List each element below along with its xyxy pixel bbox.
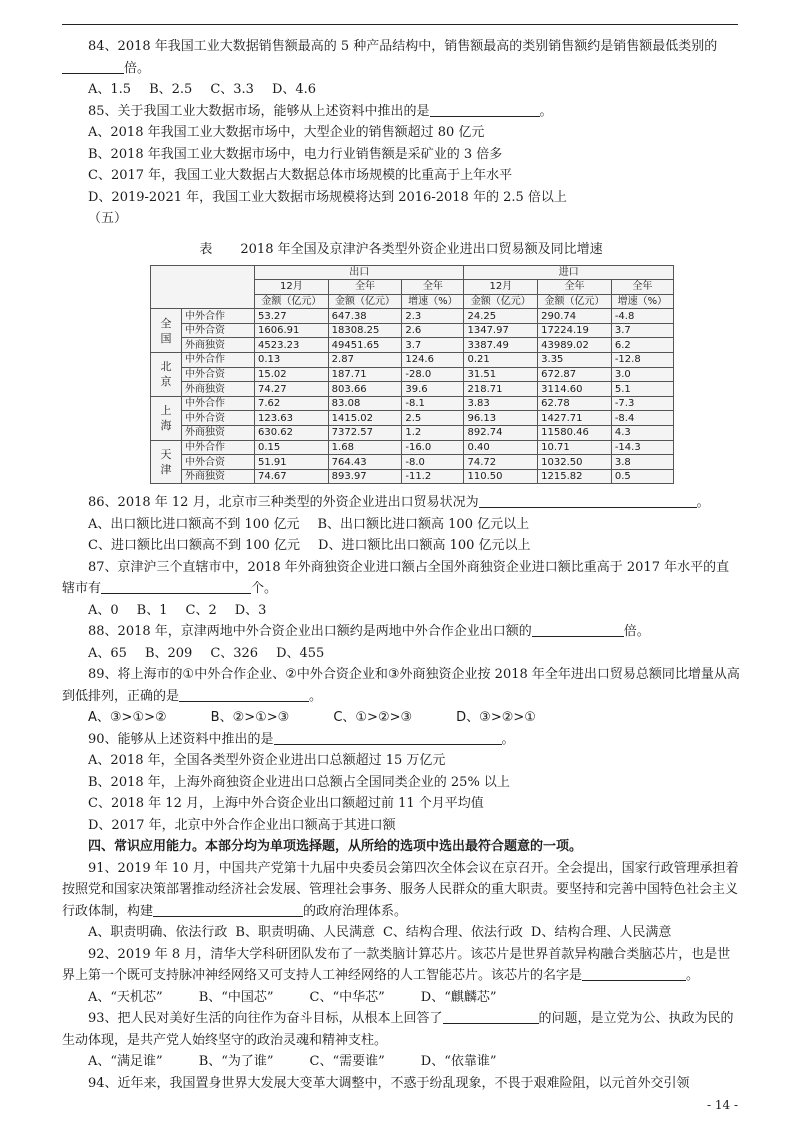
value-cell: 74.67 — [255, 469, 329, 484]
table-row — [151, 323, 674, 338]
value-cell: 3.7 — [402, 338, 464, 353]
answer-blank — [274, 730, 502, 745]
table-row — [151, 353, 674, 368]
option-b: B、2018 年我国工业大数据市场中，电力行业销售额是采矿业的 3 倍多 — [88, 146, 503, 162]
option-c: C、3.3 — [210, 82, 254, 97]
value-cell: 123.63 — [255, 411, 329, 426]
option-c: C、结构合理、依法行政 — [382, 925, 523, 941]
option-a: A、出口额比进口额高不到 100 亿元 — [88, 516, 300, 532]
value-cell: 51.91 — [255, 455, 329, 470]
question-89-options — [62, 707, 740, 729]
region-cell: 全 国 — [151, 309, 182, 353]
value-cell: 96.13 — [464, 411, 538, 426]
value-cell: 11580.46 — [538, 426, 612, 441]
value-cell: -12.8 — [611, 353, 673, 368]
option-d: D、③>②>① — [456, 710, 536, 726]
question-86-options-ab — [62, 514, 740, 536]
value-cell: -11.2 — [402, 469, 464, 484]
option-d: D、结构合理、人民满意 — [530, 925, 672, 941]
type-cell: 外商独资 — [182, 426, 255, 441]
value-cell: 6.2 — [611, 338, 673, 353]
value-cell: -7.3 — [611, 396, 673, 411]
value-cell: 31.51 — [464, 367, 538, 382]
table-row — [151, 455, 674, 470]
option-b: B、2018 年，上海外商独资企业进出口总额占全国同类企业的 25% 以上 — [88, 774, 510, 790]
option-c: C、进口额比出口额高不到 100 亿元 — [88, 538, 301, 554]
option-a: A、2018 年我国工业大数据市场中，大型企业的销售额超过 80 亿元 — [88, 125, 485, 140]
trade-table — [150, 265, 674, 485]
value-cell: -8.1 — [402, 396, 464, 411]
answer-blank — [153, 902, 303, 917]
region-cell: 上 海 — [151, 396, 182, 440]
option-c: C、326 — [210, 645, 259, 661]
value-cell: 2.87 — [328, 353, 402, 368]
value-cell: 49451.65 — [328, 338, 402, 353]
value-cell: 764.43 — [328, 455, 402, 470]
type-cell: 中外合资 — [182, 367, 255, 382]
value-cell: 893.97 — [328, 469, 402, 484]
table-row — [151, 426, 674, 441]
value-cell: -8.4 — [611, 411, 673, 426]
option-a: A、“满足谁” — [88, 1054, 163, 1070]
section-marker-5: （五） — [88, 211, 128, 226]
option-d: D、455 — [276, 645, 325, 661]
value-cell: 1606.91 — [255, 323, 329, 338]
table-row — [151, 396, 674, 411]
value-cell: 53.27 — [255, 309, 329, 324]
option-a: A、“天机芯” — [88, 989, 163, 1005]
option-b: B、出口额比进口额高 100 亿元以上 — [317, 516, 530, 532]
option-c: C、“需要谁” — [309, 1054, 385, 1070]
header-amount: 金额（亿元） — [538, 294, 612, 309]
table-row — [151, 338, 674, 353]
header-growth: 增速（%） — [402, 294, 464, 309]
question-91-options — [62, 922, 740, 944]
type-cell: 中外合资 — [182, 323, 255, 338]
answer-blank — [101, 579, 251, 594]
value-cell: 7.62 — [255, 396, 329, 411]
region-cell: 北 京 — [151, 353, 182, 397]
question-84-options — [62, 79, 740, 101]
option-d: D、“依靠谁” — [420, 1054, 497, 1070]
option-c: C、①>②>③ — [333, 710, 413, 726]
value-cell: 647.38 — [328, 309, 402, 324]
value-cell: 672.87 — [538, 367, 612, 382]
value-cell: 290.74 — [538, 309, 612, 324]
option-b: B、“中国芯” — [198, 989, 274, 1005]
header-year: 全年 — [402, 280, 464, 295]
option-a: A、③>①>② — [88, 710, 167, 726]
type-cell: 外商独资 — [182, 382, 255, 397]
question-84: 84、2018 年我国工业大数据销售额最高的 5 种产品结构中，销售额最高的类别销售额约是销售额最低类别的倍。 — [62, 36, 740, 79]
answer-blank — [479, 493, 697, 508]
value-cell: 892.74 — [464, 426, 538, 441]
question-93: 93、把人民对美好生活的向往作为奋斗目标，从根本上回答了 的问题，是立党为公、执政为民的生动体现，是共产党人始终坚守的政治灵魂和精神支柱。 — [62, 1011, 734, 1048]
question-87-options — [62, 600, 740, 622]
value-cell: 3114.60 — [538, 382, 612, 397]
table-row — [151, 309, 674, 324]
header-export: 出口 — [255, 265, 464, 280]
option-a: A、0 — [88, 602, 119, 618]
header-amount: 金额（亿元） — [464, 294, 538, 309]
answer-blank — [532, 622, 624, 637]
value-cell: 1.2 — [402, 426, 464, 441]
question-89: 89、将上海市的①中外合作企业、②中外合资企业和③外商独资企业按 2018 年全年进出口贸易总额同比增量从高到低排列，正确的是 。 — [62, 667, 740, 704]
option-a: A、65 — [88, 645, 127, 661]
option-b: B、2.5 — [149, 82, 193, 97]
option-c: C、2017 年，我国工业大数据占大数据总体市场规模的比重高于上年水平 — [88, 168, 513, 183]
table-row — [151, 367, 674, 382]
value-cell: 15.02 — [255, 367, 329, 382]
option-a: A、1.5 — [88, 82, 132, 97]
value-cell: 2.6 — [402, 323, 464, 338]
value-cell: 3.0 — [611, 367, 673, 382]
table-row — [151, 411, 674, 426]
value-cell: 0.40 — [464, 440, 538, 455]
question-88-options — [62, 643, 740, 665]
option-d: D、2019-2021 年，我国工业大数据市场规模将达到 2016-2018 年的 2.5 倍以上 — [88, 189, 567, 205]
value-cell: 3.8 — [611, 455, 673, 470]
header-dec: 12月 — [255, 280, 329, 295]
header-import: 进口 — [464, 265, 674, 280]
answer-blank — [179, 687, 309, 702]
type-cell: 中外合作 — [182, 396, 255, 411]
value-cell: 5.1 — [611, 382, 673, 397]
value-cell: 1415.02 — [328, 411, 402, 426]
question-86-options-cd — [62, 535, 740, 557]
header-dec: 12月 — [464, 280, 538, 295]
value-cell: 24.25 — [464, 309, 538, 324]
option-c: C、“中华芯” — [309, 989, 385, 1005]
type-cell: 中外合作 — [182, 309, 255, 324]
header-amount: 金额（亿元） — [328, 294, 402, 309]
value-cell: 3.7 — [611, 323, 673, 338]
value-cell: 1215.82 — [538, 469, 612, 484]
header-growth: 增速（%） — [611, 294, 673, 309]
type-cell: 中外合作 — [182, 353, 255, 368]
question-86: 86、2018 年 12 月，北京市三种类型的外资企业进出口贸易状况为 。 — [88, 495, 710, 511]
value-cell: 17224.19 — [538, 323, 612, 338]
question-87: 87、京津沪三个直辖市中，2018 年外商独资企业进口额占全国外商独资企业进口额比重高于 2017 年水平的直辖市有 个。 — [62, 559, 730, 597]
option-d: D、3 — [234, 602, 267, 618]
question-85: 85、关于我国工业大数据市场，能够从上述资料中推出的是 。 — [88, 103, 553, 119]
value-cell: -14.3 — [611, 440, 673, 455]
answer-blank — [582, 966, 686, 981]
value-cell: 4523.23 — [255, 338, 329, 353]
value-cell: 3387.49 — [464, 338, 538, 353]
table-corner — [151, 265, 255, 309]
value-cell: 7372.57 — [328, 426, 402, 441]
value-cell: 803.66 — [328, 382, 402, 397]
value-cell: 0.21 — [464, 353, 538, 368]
question-90: 90、能够从上述资料中推出的是 。 — [88, 731, 515, 747]
value-cell: 1427.71 — [538, 411, 612, 426]
option-d: D、2017 年，北京中外合作企业出口额高于其进口额 — [88, 817, 396, 833]
option-a: A、2018 年，全国各类型外资企业进出口总额超过 15 万亿元 — [88, 753, 446, 769]
answer-blank — [430, 102, 540, 117]
page-number: - 14 - — [706, 1098, 738, 1112]
value-cell: 2.3 — [402, 309, 464, 324]
value-cell: 1032.50 — [538, 455, 612, 470]
type-cell: 中外合作 — [182, 440, 255, 455]
table-row — [151, 382, 674, 397]
value-cell: 2.5 — [402, 411, 464, 426]
value-cell: 124.6 — [402, 353, 464, 368]
type-cell: 中外合资 — [182, 411, 255, 426]
table-row — [151, 469, 674, 484]
value-cell: 630.62 — [255, 426, 329, 441]
option-d: D、进口额比出口额高 100 亿元以上 — [318, 538, 531, 554]
value-cell: 0.5 — [611, 469, 673, 484]
type-cell: 中外合资 — [182, 455, 255, 470]
header-year: 全年 — [538, 280, 612, 295]
option-b: B、“为了谁” — [198, 1054, 274, 1070]
type-cell: 外商独资 — [182, 338, 255, 353]
answer-blank — [62, 59, 124, 74]
value-cell: 4.3 — [611, 426, 673, 441]
header-year: 全年 — [611, 280, 673, 295]
value-cell: 0.13 — [255, 353, 329, 368]
value-cell: 10.71 — [538, 440, 612, 455]
value-cell: 218.71 — [464, 382, 538, 397]
region-cell: 天 津 — [151, 440, 182, 484]
value-cell: 187.71 — [328, 367, 402, 382]
question-91: 91、2019 年 10 月，中国共产党第十九届中央委员会第四次全体会议在京召开。全会提出，国家行政管理承担着按照党和国家决策部署推动经济社会发展、管理社会事务、服务人民群众的重大职责。要坚持和完善中国特色社会主义行政体制，构建 的政府治理体系。 — [62, 860, 739, 919]
value-cell: 39.6 — [402, 382, 464, 397]
option-b: B、②>①>③ — [210, 710, 290, 726]
option-d: D、“麒麟芯” — [420, 989, 497, 1005]
option-b: B、1 — [136, 602, 168, 618]
option-c: C、2 — [185, 602, 217, 618]
value-cell: 83.08 — [328, 396, 402, 411]
question-93-options — [62, 1051, 740, 1073]
type-cell: 外商独资 — [182, 469, 255, 484]
option-c: C、2018 年 12 月，上海中外合资企业出口额超过前 11 个月平均值 — [88, 796, 484, 812]
table-row — [151, 440, 674, 455]
value-cell: -28.0 — [402, 367, 464, 382]
value-cell: -8.0 — [402, 455, 464, 470]
value-cell: 74.72 — [464, 455, 538, 470]
option-b: B、209 — [144, 645, 193, 661]
value-cell: 110.50 — [464, 469, 538, 484]
section-heading-4: 四、常识应用能力。本部分均为单项选择题，从所给的选项中选出最符合题意的一项。 — [88, 839, 583, 855]
question-92-options — [62, 987, 740, 1009]
value-cell: 0.15 — [255, 440, 329, 455]
page-content — [62, 36, 740, 1094]
question-94: 94、近年来，我国置身世界大发展大变革大调整中，不惑于纷乱现象，不畏于艰难险阻，以元首外交引领 — [88, 1075, 690, 1091]
value-cell: 74.27 — [255, 382, 329, 397]
value-cell: 62.78 — [538, 396, 612, 411]
value-cell: 3.35 — [538, 353, 612, 368]
value-cell: 43989.02 — [538, 338, 612, 353]
value-cell: -16.0 — [402, 440, 464, 455]
question-88: 88、2018 年，京津两地中外合资企业出口额约是两地中外合作企业出口额的 倍。 — [88, 624, 650, 640]
header-rule — [62, 24, 738, 25]
value-cell: 3.83 — [464, 396, 538, 411]
question-92: 92、2019 年 8 月，清华大学科研团队发布了一款类脑计算芯片。该芯片是世界首款异构融合类脑芯片，也是世界上第一个既可支持脉冲神经网络又可支持人工神经网络的人工智能芯片。该芯片的名字是 。 — [62, 946, 731, 984]
option-b: B、职责明确、人民满意 — [235, 925, 375, 941]
value-cell: 18308.25 — [328, 323, 402, 338]
value-cell: 1.68 — [328, 440, 402, 455]
value-cell: 1347.97 — [464, 323, 538, 338]
option-a: A、职责明确、依法行政 — [88, 925, 228, 941]
header-year: 全年 — [328, 280, 402, 295]
value-cell: -4.8 — [611, 309, 673, 324]
answer-blank — [443, 1009, 539, 1024]
header-amount: 金额（亿元） — [255, 294, 329, 309]
table-caption: 表 2018 年全国及京津沪各类型外资企业进出口贸易额及同比增速 — [199, 241, 603, 257]
option-d: D、4.6 — [271, 82, 317, 97]
